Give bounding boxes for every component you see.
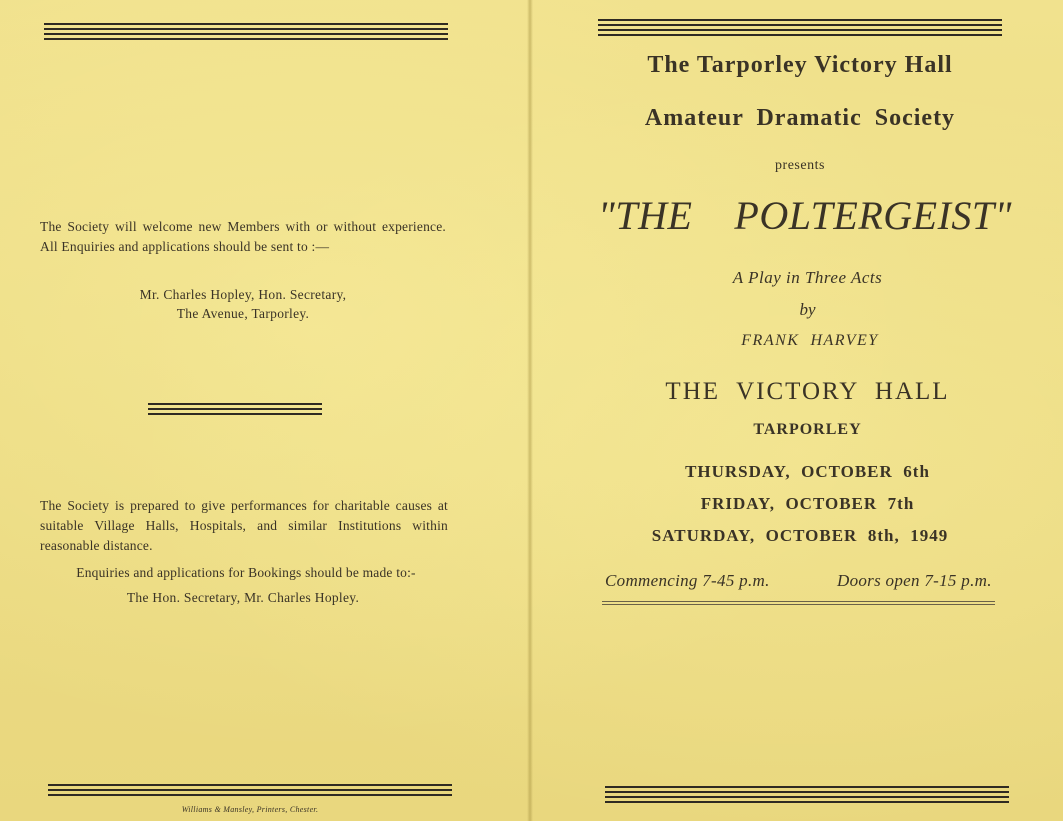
left-top-rule — [44, 23, 448, 25]
membership-paragraph: The Society will welcome new Members with or without experience. All Enquiries and applications should be sent to :— — [40, 219, 446, 254]
play-title: "THE POLTERGEIST" — [598, 193, 1012, 238]
society-name: Amateur Dramatic Society — [644, 105, 956, 131]
hall-name: The Tarporley Victory Hall — [647, 52, 953, 78]
membership-contact-line1: Mr. Charles Hopley, Hon. Secretary, — [139, 287, 347, 302]
venue-name: THE VICTORY HALL — [665, 378, 950, 405]
times-underline — [602, 601, 995, 602]
performance-date-2: FRIDAY, OCTOBER 7th — [700, 494, 915, 513]
center-fold — [527, 0, 533, 821]
venue-town: TARPORLEY — [753, 421, 862, 438]
right-bottom-rule — [605, 786, 1009, 788]
by-label: by — [799, 300, 816, 319]
bookings-paragraph: Enquiries and applications for Bookings should be made to:- — [76, 565, 416, 580]
play-subtitle: A Play in Three Acts — [732, 268, 883, 287]
performances-paragraph: The Society is prepared to give performances for charitable causes at suitable Village Halls, Hospitals, and similar Institutions within reasonable distance. — [40, 498, 448, 553]
left-bottom-rule — [48, 784, 452, 786]
printer-credit: Williams & Mansley, Printers, Chester. — [181, 805, 319, 814]
membership-contact-line2: The Avenue, Tarporley. — [176, 306, 310, 321]
presents-label: presents — [775, 158, 825, 173]
play-author: FRANK HARVEY — [741, 332, 879, 349]
doors-open-time: Doors open 7-15 p.m. — [837, 571, 992, 590]
left-middle-rule — [148, 403, 322, 405]
performance-date-1: THURSDAY, OCTOBER 6th — [685, 462, 930, 481]
right-top-rule — [598, 19, 1002, 21]
performance-date-3: SATURDAY, OCTOBER 8th, 1949 — [651, 526, 949, 545]
bookings-contact: The Hon. Secretary, Mr. Charles Hopley. — [126, 590, 360, 605]
commencing-time: Commencing 7-45 p.m. — [605, 571, 770, 590]
